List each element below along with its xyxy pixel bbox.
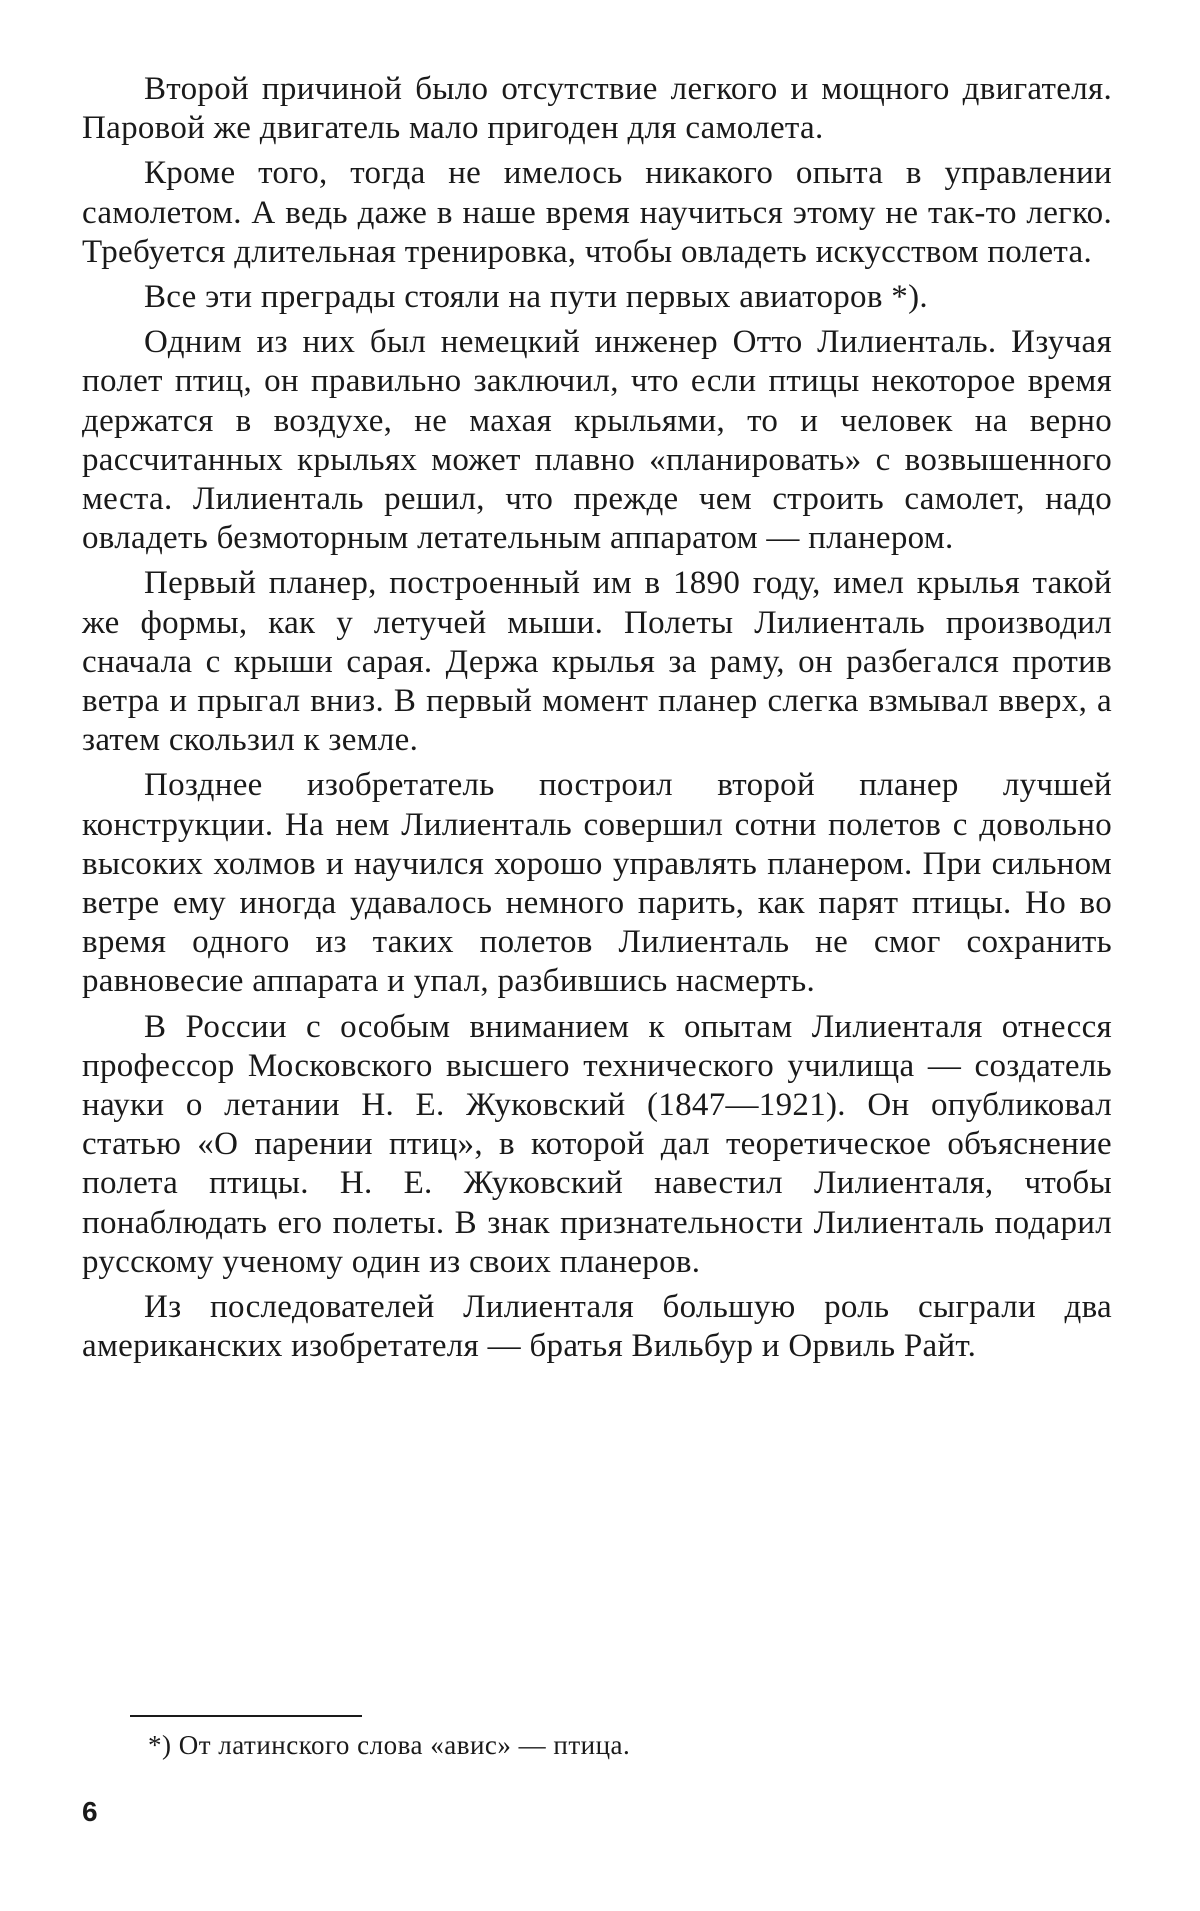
paragraph-5: Первый планер, построенный им в 1890 году, имел крылья такой же формы, как у летучей мыши. Полеты Лилиенталь производил сначала с крыши сарая. Держа крылья за раму, он разбегался против ветра и прыгал вниз. В первый момент планер слегка взмывал вверх, а затем скользил к земле. xyxy=(82,565,1112,759)
paragraph-2: Кроме того, тогда не имелось никакого опыта в управлении самолетом. А ведь даже в наше время научиться этому не так-то легко. Требуется длительная тренировка, чтобы овладеть искусством полета. xyxy=(82,155,1112,270)
paragraph-6: Позднее изобретатель построил второй планер лучшей конструкции. На нем Лилиенталь совершил сотни полетов с довольно высоких холмов и научился хорошо управлять планером. При сильном ветре ему иногда удавалось немного парить, как парят птицы. Но во время одного из таких полетов Лилиенталь не смог сохранить равновесие аппарата и упал, разбившись насмерть. xyxy=(82,767,1112,1000)
paragraph-4: Одним из них был немецкий инженер Отто Лилиенталь. Изучая полет птиц, он правильно заключил, что если птицы некоторое время держатся в воздухе, не махая крыльями, то и человек на верно рассчитанных крыльях может плавно «планировать» с возвышенного места. Лилиенталь решил, что прежде чем строить самолет, надо овладеть безмоторным летательным аппаратом — планером. xyxy=(82,324,1112,557)
paragraph-1: Второй причиной было отсутствие легкого и мощного двигателя. Паровой же двигатель мало пригоден для самолета. xyxy=(82,71,1112,147)
paragraph-7: В России с особым вниманием к опытам Лилиенталя отнесся профессор Московского высшего технического училища — создатель науки о летании Н. Е. Жуковский (1847—1921). Он опубликовал статью «О парении птиц», в которой дал теоретическое объяснение полета птицы. Н. Е. Жуковский навестил Лилиенталя, чтобы понаблюдать его полеты. В знак признательности Лилиенталь подарил русскому ученому один из своих планеров. xyxy=(82,1008,1112,1280)
footnote-divider xyxy=(130,1715,362,1717)
paragraph-8: Из последователей Лилиенталя большую роль сыграли два американских изобретателя — братья Вильбур и Орвиль Райт. xyxy=(82,1289,1112,1365)
footnote: *) От латинского слова «авис» — птица. xyxy=(148,1730,631,1760)
paragraph-3: Все эти преграды стояли на пути первых авиаторов *). xyxy=(144,279,928,316)
page-body xyxy=(82,70,1112,1367)
page-number: 6 xyxy=(82,1796,98,1827)
